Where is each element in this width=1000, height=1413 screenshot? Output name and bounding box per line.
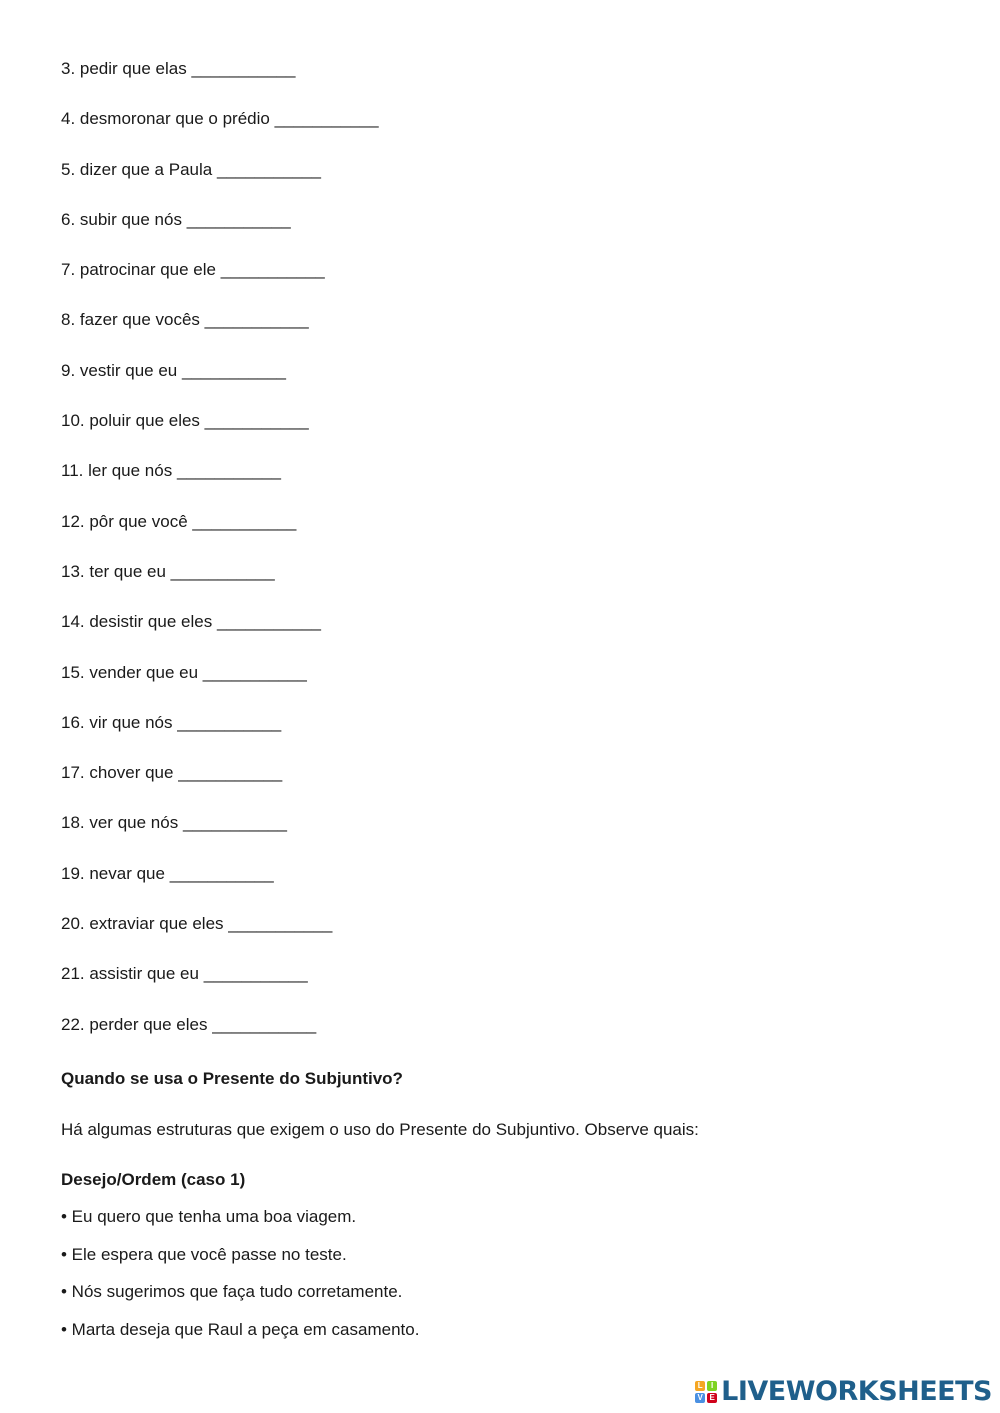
exercise-item [61,410,379,460]
exercise-prompt: 3. pedir que elas [61,59,187,78]
answer-blank[interactable]: ___________ [204,310,309,330]
exercise-item [61,360,379,410]
answer-blank[interactable]: ___________ [178,763,283,783]
exercise-item [61,611,379,661]
answer-blank[interactable]: ___________ [170,561,275,581]
exercise-prompt: 16. vir que nós [61,712,173,732]
exercise-item [61,561,379,611]
example-item: • Ele espera que você passe no teste. [61,1244,347,1264]
answer-blank[interactable]: ___________ [274,109,379,129]
exercise-item [61,1014,379,1064]
answer-blank[interactable]: ___________ [216,159,321,179]
answer-blank[interactable]: ___________ [192,511,297,531]
logo-mark-letter: L [695,1381,705,1391]
exercise-item [61,712,379,762]
exercise-prompt: 4. desmoronar que o prédio [61,109,270,129]
exercise-list [61,58,379,1064]
answer-blank[interactable]: ___________ [169,863,274,883]
logo-text: LIVEWORKSHEETS [721,1376,992,1407]
exercise-prompt: 20. extraviar que eles [61,914,224,934]
exercise-prompt: 11. ler que nós [61,461,173,481]
case-title-heading: Desejo/Ordem (caso 1) [61,1170,246,1189]
answer-blank[interactable]: ___________ [181,360,286,380]
exercise-item [61,58,379,108]
exercise-item [61,309,379,359]
exercise-prompt: 15. vender que eu [61,662,199,682]
exercise-prompt: 12. pôr que você [61,511,188,531]
answer-blank[interactable]: ___________ [216,612,321,632]
exercise-item [61,662,379,712]
exercise-prompt: 10. poluir que eles [61,411,200,431]
exercise-prompt: 6. subir que nós [61,209,182,229]
exercise-prompt: 22. perder que eles [61,1014,208,1034]
logo-mark-letter: V [695,1393,705,1403]
answer-blank[interactable]: ___________ [212,1014,317,1034]
exercise-item [61,762,379,812]
exercise-prompt: 13. ter que eu [61,561,166,581]
exercise-item [61,863,379,913]
logo-mark-icon [695,1381,717,1403]
exercise-item [61,812,379,862]
exercise-prompt: 9. vestir que eu [61,360,178,380]
exercise-item [61,963,379,1013]
exercise-item [61,259,379,309]
exercise-prompt: 14. desistir que eles [61,612,213,632]
answer-blank[interactable]: ___________ [228,914,333,934]
answer-blank[interactable]: ___________ [191,59,296,78]
answer-blank[interactable]: ___________ [202,662,307,682]
answer-blank[interactable]: ___________ [182,813,287,833]
answer-blank[interactable]: ___________ [176,461,281,481]
answer-blank[interactable]: ___________ [203,964,308,984]
exercise-prompt: 8. fazer que vocês [61,310,200,330]
exercise-prompt: 21. assistir que eu [61,964,199,984]
exercise-prompt: 19. nevar que [61,863,165,883]
liveworksheets-logo [695,1376,992,1407]
answer-blank[interactable]: ___________ [204,411,309,431]
exercise-item [61,511,379,561]
example-list [61,1206,419,1357]
exercise-prompt: 17. chover que [61,763,174,783]
logo-mark-letter: I [707,1381,717,1391]
exercise-item [61,159,379,209]
exercise-item [61,209,379,259]
example-item: • Nós sugerimos que faça tudo corretamente. [61,1282,403,1302]
section-question-heading: Quando se usa o Presente do Subjuntivo? [61,1069,403,1088]
example-item: • Eu quero que tenha uma boa viagem. [61,1207,357,1226]
exercise-item [61,108,379,158]
exercise-prompt: 5. dizer que a Paula [61,159,213,179]
answer-blank[interactable]: ___________ [220,260,325,280]
exercise-item [61,460,379,510]
exercise-prompt: 18. ver que nós [61,813,179,833]
answer-blank[interactable]: ___________ [186,209,291,229]
section-intro: Há algumas estruturas que exigem o uso do Presente do Subjuntivo. Observe quais: [61,1120,699,1139]
exercise-item [61,913,379,963]
example-item: • Marta deseja que Raul a peça em casamento. [61,1320,420,1340]
exercise-prompt: 7. patrocinar que ele [61,260,216,280]
answer-blank[interactable]: ___________ [177,712,282,732]
logo-mark-letter: E [707,1393,717,1403]
